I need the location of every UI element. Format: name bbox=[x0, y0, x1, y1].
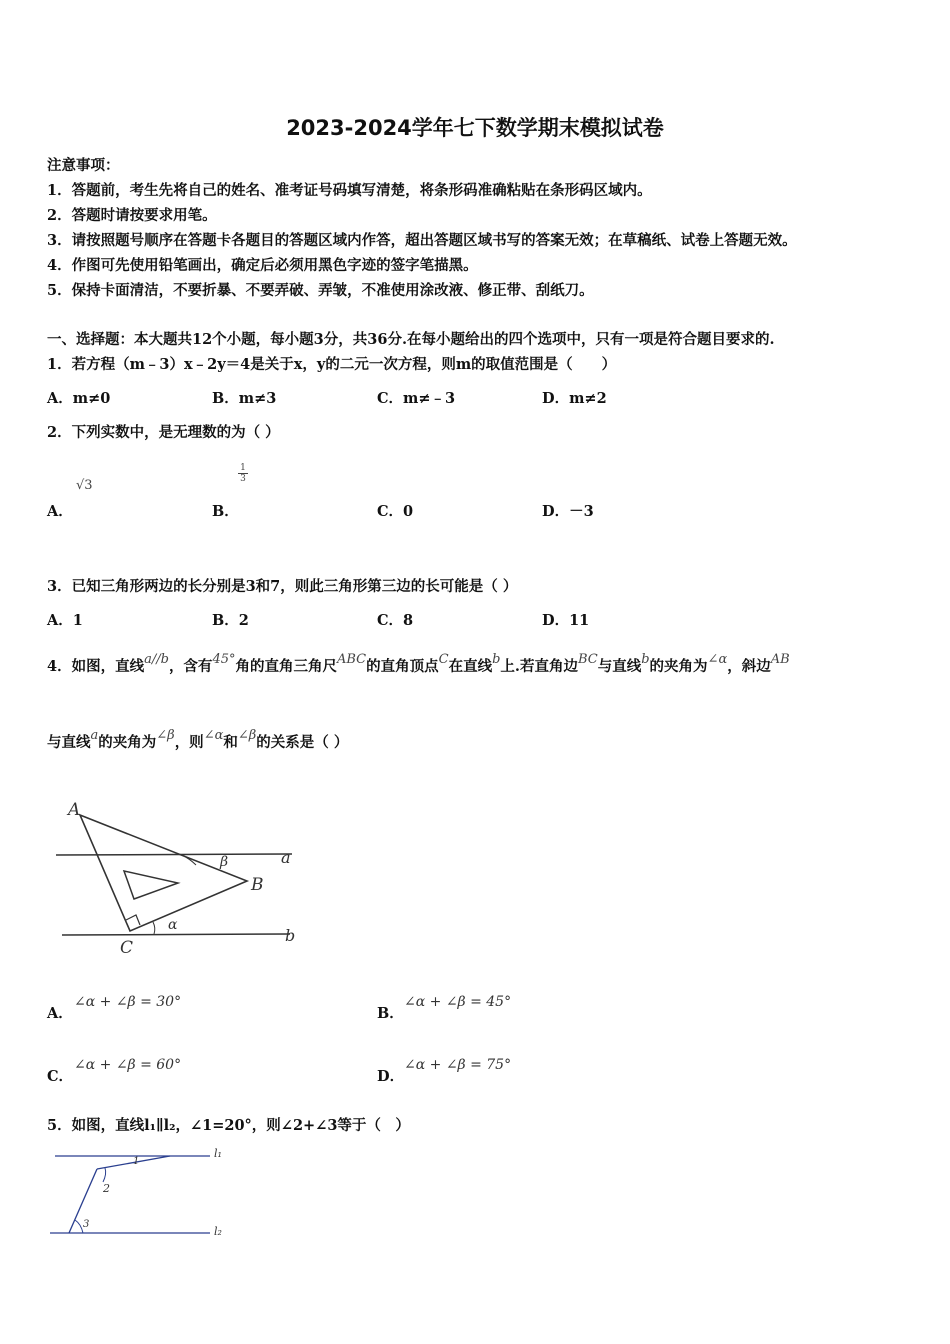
q4-option-d-label: D． bbox=[377, 1068, 405, 1085]
question-4-line-1 bbox=[47, 652, 790, 676]
q3-option-d: D．11 bbox=[542, 612, 590, 629]
q4-math: ∠β bbox=[237, 728, 257, 743]
q4-text: 4．如图，直线 bbox=[47, 658, 145, 675]
q4-text: 的夹角为 bbox=[98, 734, 157, 751]
fraction-denominator: 3 bbox=[238, 473, 248, 484]
q4-text: ，含有 bbox=[168, 658, 213, 675]
q3-option-b: B．2 bbox=[212, 612, 249, 629]
q1-option-a: A．m≠0 bbox=[47, 390, 111, 407]
fraction-numerator: 1 bbox=[240, 463, 246, 473]
question-5: 5．如图，直线l₁∥l₂，∠1=20°，则∠2+∠3等于（ ） bbox=[47, 1117, 410, 1134]
angle-2-arc bbox=[103, 1168, 106, 1182]
vertex-c-label: C bbox=[120, 938, 134, 958]
beta-label: β bbox=[220, 854, 229, 870]
q4-math: AB bbox=[770, 652, 790, 667]
note-item: 3．请按照题号顺序在答题卡各题目的答题区域内作答，超出答题区域书写的答案无效；在草稿纸、试卷上答题无效。 bbox=[47, 232, 797, 249]
q2-sqrt3: √3 bbox=[76, 478, 93, 493]
q4-text: 的夹角为 bbox=[649, 658, 708, 675]
question-2: 2．下列实数中，是无理数的为（ ） bbox=[47, 424, 280, 441]
line-a bbox=[56, 854, 292, 855]
q4-text: ，斜边 bbox=[727, 658, 771, 675]
notes-heading: 注意事项： bbox=[47, 157, 120, 174]
q3-option-a: A．1 bbox=[47, 612, 83, 629]
angle-3-label: 3 bbox=[83, 1219, 90, 1230]
q4-option-d-math: ∠α + ∠β = 75° bbox=[404, 1057, 512, 1073]
note-item: 1．答题前，考生先将自己的姓名、准考证号码填写清楚，将条形码准确粘贴在条形码区域内。 bbox=[47, 182, 652, 199]
alpha-label: α bbox=[168, 917, 178, 933]
q4-option-c-math: ∠α + ∠β = 60° bbox=[74, 1057, 182, 1073]
q1-option-b: B．m≠3 bbox=[212, 390, 277, 407]
q4-text: 与直线 bbox=[597, 658, 642, 675]
note-item: 5．保持卡面清洁，不要折暴、不要弄破、弄皱，不准使用涂改液、修正带、刮纸刀。 bbox=[47, 282, 594, 299]
section-heading: 一、选择题：本大题共12个小题，每小题3分，共36分.在每小题给出的四个选项中，只有一项是符合题目要求的. bbox=[47, 331, 775, 348]
q2-option-b-label: B． bbox=[212, 503, 239, 520]
question-4-line-2 bbox=[47, 728, 349, 752]
line-b bbox=[62, 934, 290, 935]
triangle-abc bbox=[80, 815, 247, 931]
q4-triangle-figure bbox=[50, 795, 310, 960]
q4-text: 和 bbox=[223, 734, 238, 751]
question-3: 3．已知三角形两边的长分别是3和7，则此三角形第三边的长可能是（ ） bbox=[47, 578, 518, 595]
vertex-b-label: B bbox=[251, 875, 264, 895]
note-item: 2．答题时请按要求用笔。 bbox=[47, 207, 217, 224]
q4-math: ∠α bbox=[203, 728, 224, 743]
q2-option-c: C．0 bbox=[377, 503, 414, 520]
q4-math: C bbox=[438, 652, 449, 667]
q4-math: ABC bbox=[336, 652, 367, 667]
q4-math: b bbox=[641, 652, 650, 667]
q4-text: 与直线 bbox=[47, 734, 91, 751]
q4-text: 角的直角三角尺 bbox=[235, 658, 337, 675]
q4-text: 在直线 bbox=[448, 658, 493, 675]
q1-option-c: C．m≠﹣3 bbox=[377, 390, 456, 407]
question-1: 1．若方程（m﹣3）x﹣2y＝4是关于x，y的二元一次方程，则m的取值范围是（ ） bbox=[47, 356, 617, 373]
angle-2-label: 2 bbox=[103, 1182, 110, 1195]
q1-option-d: D．m≠2 bbox=[542, 390, 607, 407]
l1-label: l₁ bbox=[214, 1147, 222, 1160]
q4-option-b-math: ∠α + ∠β = 45° bbox=[404, 994, 512, 1010]
right-angle-mark bbox=[126, 915, 140, 925]
q4-text: 的关系是（ ） bbox=[256, 734, 349, 751]
line-a-label: a bbox=[281, 848, 291, 867]
q4-math: ∠α bbox=[707, 652, 728, 667]
q3-option-c: C．8 bbox=[377, 612, 414, 629]
q2-option-d: D．－3 bbox=[542, 503, 594, 520]
note-item: 4．作图可先使用铅笔画出，确定后必须用黑色字迹的签字笔描黑。 bbox=[47, 257, 478, 274]
q2-fraction bbox=[238, 463, 248, 484]
q4-math: ∠β bbox=[156, 728, 175, 743]
q4-option-a-math: ∠α + ∠β = 30° bbox=[74, 994, 182, 1010]
q4-option-a-label: A． bbox=[47, 1005, 73, 1022]
q4-math: BC bbox=[577, 652, 598, 667]
q4-math: b bbox=[492, 652, 501, 667]
triangle-inner bbox=[124, 871, 178, 899]
q4-math: 45° bbox=[212, 652, 236, 667]
q4-text: 的直角顶点 bbox=[366, 658, 439, 675]
q4-option-c-label: C． bbox=[47, 1068, 74, 1085]
q5-parallel-lines-figure bbox=[45, 1142, 235, 1242]
q4-text: 上.若直角边 bbox=[500, 658, 578, 675]
alpha-arc bbox=[153, 922, 155, 934]
angle-3-arc bbox=[75, 1220, 83, 1233]
page-title: 2023-2024学年七下数学期末模拟试卷 bbox=[286, 116, 664, 140]
q4-option-b-label: B． bbox=[377, 1005, 404, 1022]
vertex-a-label: A bbox=[68, 800, 81, 820]
q2-option-a-label: A． bbox=[47, 503, 73, 520]
q4-math: a bbox=[90, 728, 99, 743]
angle-1-label: 1 bbox=[133, 1156, 140, 1167]
q4-text: ，则 bbox=[174, 734, 204, 751]
line-b-label: b bbox=[285, 926, 296, 945]
q4-math: a//b bbox=[144, 652, 169, 667]
l2-label: l₂ bbox=[214, 1225, 222, 1238]
